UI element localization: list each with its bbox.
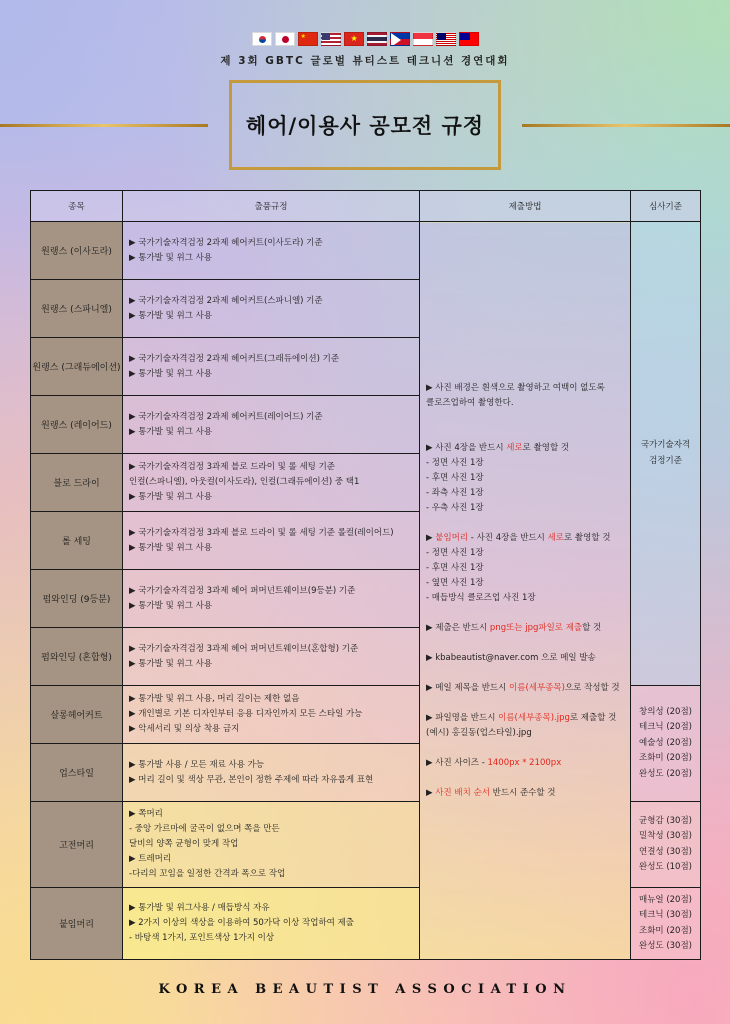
method-extension-photo: ▶ 붙임머리 - 사진 4장을 반드시 세로로 촬영할 것 — [426, 532, 611, 543]
china-flag: ★ — [298, 32, 318, 46]
category-cell: 살롱헤어커트 — [31, 686, 123, 744]
method-file-format: ▶ 제출은 반드시 png또는 jpg파일로 제출할 것 — [426, 622, 602, 633]
judging-extension-cell: 매뉴얼 (20점) 테크닉 (30점) 조화미 (20점) 완성도 (30점) — [631, 888, 701, 960]
rules-cell: ▶ 국가기술자격검정 3과제 블로 드라이 및 롤 세팅 기준 롤컬(레이어드) ▶ 통가발 및 위그 사용 — [123, 512, 420, 570]
header-rules: 출품규정 — [123, 191, 420, 222]
category-cell: 고전머리 — [31, 802, 123, 888]
method-vertical-photo: ▶ 사진 4장을 반드시 세로로 촬영할 것 — [426, 442, 570, 453]
rules-cell: ▶ 국가기술자격검정 2과제 헤어커트(스파니엘) 기준 ▶ 통가발 및 위그 사용 — [123, 280, 420, 338]
japan-flag — [275, 32, 295, 46]
category-cell: 원랭스 (레이어드) — [31, 396, 123, 454]
category-cell: 붙임머리 — [31, 888, 123, 960]
method-photo-size: ▶ 사진 사이즈 - 1400px * 2100px — [426, 757, 562, 768]
right-gold-line — [522, 124, 730, 127]
contest-name: 제 3회 GBTC 글로벌 뷰티스트 테크니션 경연대회 — [220, 55, 510, 67]
category-cell: 원랭스 (이사도라) — [31, 222, 123, 280]
method-photo-order: ▶ 사진 배치 순서 반드시 준수할 것 — [426, 787, 556, 798]
rules-cell: ▶ 국가기술자격검정 2과제 헤어커트(레이어드) 기준 ▶ 통가발 및 위그 사용 — [123, 396, 420, 454]
header-category: 종목 — [31, 191, 123, 222]
header-method: 제출방법 — [420, 191, 631, 222]
judging-salon-cell: 창의성 (20점) 테크닉 (20점) 예술성 (20점) 조화미 (20점) 완성도 (20점) — [631, 686, 701, 802]
rules-table — [30, 190, 701, 960]
footer-association: KOREA BEAUTIST ASSOCIATION — [158, 982, 572, 997]
method-email: ▶ kbabeautist@naver.com 으로 메일 발송 — [426, 652, 596, 663]
method-cell: ▶ 사진 배경은 흰색으로 촬영하고 여백이 없도록 클로즈업하여 촬영한다. ▶ 사진 4장을 반드시 세로로 촬영할 것 - 정면 사진 1장 - 후면 사진 1장 - 좌측 사진 1장 - 우측 사진 1장 ▶ 붙임머리 - 사진 4장을 반드시 세로로 촬영할 것 - 정면 사진 1장 - 후면 사진 1장 - 옆면 사진 1장 - 매듭방식 클로즈업 사진 1장 ▶ 제출은 반드시 png또는 jpg파일로 제출할 것 ▶ kbabeautist@naver.com 으로 메일 발송 ▶ 메일 제목을 반드시 이름(세부종목)으로 작성할 것 ▶ 파일명을 반드시 이름(세부종목).jpg로 제출할 것 (예시) 홍길동(업스타일).jpg ▶ 사진 사이즈 - 1400px * 2100px ▶ 사진 배치 순서 반드시 준수할 것 — [420, 222, 631, 960]
vietnam-flag: ★ — [344, 32, 364, 46]
rules-cell: ▶ 국가기술자격검정 3과제 헤어 퍼머넌트웨이브(9등분) 기준 ▶ 통가발 및 위그 사용 — [123, 570, 420, 628]
category-cell: 펌와인딩 (9등분) — [31, 570, 123, 628]
method-file-name: ▶ 파일명을 반드시 이름(세부종목).jpg로 제출할 것 — [426, 712, 617, 723]
usa-flag — [321, 32, 341, 46]
rules-cell: ▶ 국가기술자격검정 2과제 헤어커트(이사도라) 기준 ▶ 통가발 및 위그 사용 — [123, 222, 420, 280]
rules-cell: ▶ 국가기술자격검정 3과제 헤어 퍼머넌트웨이브(혼합형) 기준 ▶ 통가발 및 위그 사용 — [123, 628, 420, 686]
rules-cell: ▶ 통가발 및 위그 사용, 머리 길이는 제한 없음 ▶ 개인별로 기본 디자인부터 응용 디자인까지 모든 스타일 가능 ▶ 악세서리 및 의상 착용 금지 — [123, 686, 420, 744]
rules-cell: ▶ 통가발 및 위그사용 / 매듭방식 자유 ▶ 2가지 이상의 색상을 이용하여 50가닥 이상 작업하여 제출 - 바탕색 1가지, 포인트색상 1가지 이상 — [123, 888, 420, 960]
flag-row — [0, 32, 730, 46]
table-row — [31, 222, 701, 280]
header-judging: 심사기준 — [631, 191, 701, 222]
category-cell: 롤 세팅 — [31, 512, 123, 570]
korea-flag — [252, 32, 272, 46]
singapore-flag — [413, 32, 433, 46]
philippines-flag — [390, 32, 410, 46]
category-cell: 원랭스 (스파니엘) — [31, 280, 123, 338]
title-frame — [229, 80, 501, 170]
page-title: 헤어/이용사 공모전 규정 — [245, 114, 485, 138]
judging-national-cell: 국가기술자격 검정기준 — [631, 222, 701, 686]
table-header-row — [31, 191, 701, 222]
left-gold-line — [0, 124, 208, 127]
judging-classic-cell: 균형감 (30점) 밀착성 (30점) 연결성 (30점) 완성도 (10점) — [631, 802, 701, 888]
rules-cell: ▶ 국가기술자격검정 2과제 헤어커트(그래듀에이션) 기준 ▶ 통가발 및 위그 사용 — [123, 338, 420, 396]
rules-cell: ▶ 국가기술자격검정 3과제 블로 드라이 및 롤 세팅 기준 인컬(스파니엘), 아웃컬(이사도라), 인컬(그래듀에이션) 중 택1 ▶ 통가발 및 위그 사용 — [123, 454, 420, 512]
category-cell: 원랭스 (그래듀에이션) — [31, 338, 123, 396]
thailand-flag — [367, 32, 387, 46]
category-cell: 블로 드라이 — [31, 454, 123, 512]
category-cell: 업스타일 — [31, 744, 123, 802]
category-cell: 펌와인딩 (혼합형) — [31, 628, 123, 686]
rules-cell: ▶ 쪽머리 - 중앙 가르마에 굴곡이 없으며 쪽을 만든 달비의 양쪽 균형이 맞게 작업 ▶ 트레머리 -다리의 꼬임을 일정한 간격과 폭으로 작업 — [123, 802, 420, 888]
method-mail-subject: ▶ 메일 제목을 반드시 이름(세부종목)으로 작성할 것 — [426, 682, 620, 693]
rules-cell: ▶ 통가발 사용 / 모든 재료 사용 가능 ▶ 머리 길이 및 색상 무관, 본인이 정한 주제에 따라 자유롭게 표현 — [123, 744, 420, 802]
malaysia-flag — [436, 32, 456, 46]
taiwan-flag — [459, 32, 479, 46]
